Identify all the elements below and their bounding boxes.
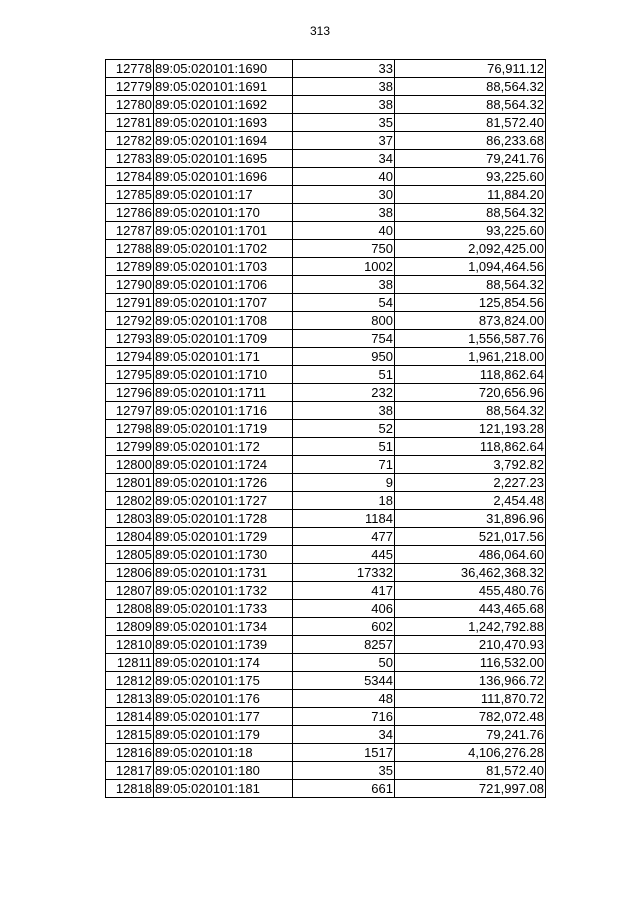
cadastral-value-cell: 121,193.28: [395, 420, 546, 438]
row-number-cell: 12796: [106, 384, 154, 402]
table-row: [106, 384, 546, 402]
area-cell: 18: [293, 492, 395, 510]
area-cell: 35: [293, 762, 395, 780]
cadastral-number-cell: 89:05:020101:1707: [154, 294, 293, 312]
row-number-cell: 12806: [106, 564, 154, 582]
cadastral-value-cell: 11,884.20: [395, 186, 546, 204]
row-number-cell: 12814: [106, 708, 154, 726]
area-cell: 1517: [293, 744, 395, 762]
area-cell: 54: [293, 294, 395, 312]
cadastral-value-cell: 721,997.08: [395, 780, 546, 798]
cadastral-value-cell: 88,564.32: [395, 204, 546, 222]
table-row: [106, 330, 546, 348]
table-row: [106, 294, 546, 312]
area-cell: 716: [293, 708, 395, 726]
row-number-cell: 12809: [106, 618, 154, 636]
cadastral-number-cell: 89:05:020101:1726: [154, 474, 293, 492]
cadastral-number-cell: 89:05:020101:177: [154, 708, 293, 726]
table-row: [106, 420, 546, 438]
row-number-cell: 12790: [106, 276, 154, 294]
area-cell: 417: [293, 582, 395, 600]
cadastral-value-cell: 93,225.60: [395, 168, 546, 186]
cadastral-number-cell: 89:05:020101:170: [154, 204, 293, 222]
row-number-cell: 12786: [106, 204, 154, 222]
row-number-cell: 12811: [106, 654, 154, 672]
cadastral-value-cell: 720,656.96: [395, 384, 546, 402]
row-number-cell: 12799: [106, 438, 154, 456]
area-cell: 477: [293, 528, 395, 546]
cadastral-value-cell: 873,824.00: [395, 312, 546, 330]
cadastral-number-cell: 89:05:020101:172: [154, 438, 293, 456]
row-number-cell: 12781: [106, 114, 154, 132]
table-row: [106, 240, 546, 258]
cadastral-number-cell: 89:05:020101:1729: [154, 528, 293, 546]
area-cell: 71: [293, 456, 395, 474]
table-row: [106, 672, 546, 690]
row-number-cell: 12789: [106, 258, 154, 276]
area-cell: 5344: [293, 672, 395, 690]
cadastral-number-cell: 89:05:020101:180: [154, 762, 293, 780]
cadastral-value-cell: 1,961,218.00: [395, 348, 546, 366]
row-number-cell: 12782: [106, 132, 154, 150]
cadastral-number-cell: 89:05:020101:1701: [154, 222, 293, 240]
area-cell: 750: [293, 240, 395, 258]
table-row: [106, 312, 546, 330]
area-cell: 33: [293, 60, 395, 78]
table-row: [106, 492, 546, 510]
row-number-cell: 12784: [106, 168, 154, 186]
cadastral-value-cell: 118,862.64: [395, 438, 546, 456]
cadastral-number-cell: 89:05:020101:1727: [154, 492, 293, 510]
area-cell: 37: [293, 132, 395, 150]
cadastral-number-cell: 89:05:020101:179: [154, 726, 293, 744]
row-number-cell: 12805: [106, 546, 154, 564]
area-cell: 51: [293, 366, 395, 384]
row-number-cell: 12792: [106, 312, 154, 330]
table-row: [106, 708, 546, 726]
cadastral-value-cell: 1,094,464.56: [395, 258, 546, 276]
area-cell: 51: [293, 438, 395, 456]
table-row: [106, 402, 546, 420]
area-cell: 35: [293, 114, 395, 132]
area-cell: 48: [293, 690, 395, 708]
row-number-cell: 12780: [106, 96, 154, 114]
row-number-cell: 12808: [106, 600, 154, 618]
table-row: [106, 168, 546, 186]
cadastral-number-cell: 89:05:020101:1691: [154, 78, 293, 96]
row-number-cell: 12817: [106, 762, 154, 780]
area-cell: 38: [293, 78, 395, 96]
area-cell: 232: [293, 384, 395, 402]
table-row: [106, 510, 546, 528]
cadastral-number-cell: 89:05:020101:1711: [154, 384, 293, 402]
row-number-cell: 12779: [106, 78, 154, 96]
cadastral-value-cell: 88,564.32: [395, 96, 546, 114]
area-cell: 34: [293, 150, 395, 168]
row-number-cell: 12787: [106, 222, 154, 240]
cadastral-number-cell: 89:05:020101:1734: [154, 618, 293, 636]
cadastral-number-cell: 89:05:020101:1733: [154, 600, 293, 618]
cadastral-number-cell: 89:05:020101:1693: [154, 114, 293, 132]
row-number-cell: 12802: [106, 492, 154, 510]
cadastral-value-cell: 136,966.72: [395, 672, 546, 690]
area-cell: 661: [293, 780, 395, 798]
area-cell: 38: [293, 402, 395, 420]
cadastral-number-cell: 89:05:020101:1692: [154, 96, 293, 114]
row-number-cell: 12807: [106, 582, 154, 600]
table-row: [106, 60, 546, 78]
area-cell: 406: [293, 600, 395, 618]
row-number-cell: 12815: [106, 726, 154, 744]
cadastral-value-cell: 125,854.56: [395, 294, 546, 312]
cadastral-number-cell: 89:05:020101:1716: [154, 402, 293, 420]
area-cell: 30: [293, 186, 395, 204]
row-number-cell: 12816: [106, 744, 154, 762]
row-number-cell: 12795: [106, 366, 154, 384]
table-row: [106, 726, 546, 744]
cadastral-number-cell: 89:05:020101:1732: [154, 582, 293, 600]
cadastral-number-cell: 89:05:020101:1694: [154, 132, 293, 150]
table-row: [106, 96, 546, 114]
area-cell: 754: [293, 330, 395, 348]
area-cell: 38: [293, 204, 395, 222]
cadastral-number-cell: 89:05:020101:174: [154, 654, 293, 672]
cadastral-value-cell: 88,564.32: [395, 402, 546, 420]
cadastral-value-cell: 4,106,276.28: [395, 744, 546, 762]
area-cell: 9: [293, 474, 395, 492]
cadastral-number-cell: 89:05:020101:176: [154, 690, 293, 708]
cadastral-number-cell: 89:05:020101:18: [154, 744, 293, 762]
area-cell: 8257: [293, 636, 395, 654]
area-cell: 445: [293, 546, 395, 564]
table-row: [106, 114, 546, 132]
area-cell: 950: [293, 348, 395, 366]
table-row: [106, 186, 546, 204]
table-row: [106, 654, 546, 672]
cadastral-value-cell: 2,227.23: [395, 474, 546, 492]
table-row: [106, 438, 546, 456]
area-cell: 17332: [293, 564, 395, 582]
row-number-cell: 12800: [106, 456, 154, 474]
cadastral-value-cell: 76,911.12: [395, 60, 546, 78]
cadastral-number-cell: 89:05:020101:1696: [154, 168, 293, 186]
table-row: [106, 78, 546, 96]
row-number-cell: 12794: [106, 348, 154, 366]
table-row: [106, 276, 546, 294]
cadastral-value-cell: 1,242,792.88: [395, 618, 546, 636]
cadastral-value-cell: 86,233.68: [395, 132, 546, 150]
area-cell: 50: [293, 654, 395, 672]
cadastral-value-cell: 2,092,425.00: [395, 240, 546, 258]
table-row: [106, 762, 546, 780]
cadastral-number-cell: 89:05:020101:1695: [154, 150, 293, 168]
cadastral-value-cell: 36,462,368.32: [395, 564, 546, 582]
cadastral-value-cell: 118,862.64: [395, 366, 546, 384]
row-number-cell: 12813: [106, 690, 154, 708]
cadastral-number-cell: 89:05:020101:1731: [154, 564, 293, 582]
table-row: [106, 690, 546, 708]
cadastral-value-cell: 79,241.76: [395, 726, 546, 744]
table-row: [106, 744, 546, 762]
table-row: [106, 204, 546, 222]
area-cell: 1184: [293, 510, 395, 528]
row-number-cell: 12798: [106, 420, 154, 438]
table-row: [106, 618, 546, 636]
cadastral-value-cell: 210,470.93: [395, 636, 546, 654]
row-number-cell: 12788: [106, 240, 154, 258]
table-row: [106, 582, 546, 600]
cadastral-value-cell: 93,225.60: [395, 222, 546, 240]
table-row: [106, 258, 546, 276]
area-cell: 38: [293, 96, 395, 114]
table-row: [106, 564, 546, 582]
area-cell: 602: [293, 618, 395, 636]
cadastral-value-cell: 486,064.60: [395, 546, 546, 564]
cadastral-number-cell: 89:05:020101:181: [154, 780, 293, 798]
cadastral-number-cell: 89:05:020101:171: [154, 348, 293, 366]
cadastral-number-cell: 89:05:020101:1702: [154, 240, 293, 258]
area-cell: 800: [293, 312, 395, 330]
row-number-cell: 12793: [106, 330, 154, 348]
row-number-cell: 12810: [106, 636, 154, 654]
cadastral-value-cell: 81,572.40: [395, 114, 546, 132]
cadastral-value-cell: 782,072.48: [395, 708, 546, 726]
row-number-cell: 12783: [106, 150, 154, 168]
cadastral-number-cell: 89:05:020101:1710: [154, 366, 293, 384]
area-cell: 40: [293, 168, 395, 186]
cadastral-number-cell: 89:05:020101:175: [154, 672, 293, 690]
cadastral-value-cell: 455,480.76: [395, 582, 546, 600]
table-row: [106, 222, 546, 240]
row-number-cell: 12797: [106, 402, 154, 420]
table-row: [106, 780, 546, 798]
area-cell: 38: [293, 276, 395, 294]
row-number-cell: 12804: [106, 528, 154, 546]
area-cell: 52: [293, 420, 395, 438]
cadastral-value-cell: 31,896.96: [395, 510, 546, 528]
cadastral-value-cell: 443,465.68: [395, 600, 546, 618]
table-row: [106, 366, 546, 384]
cadastral-number-cell: 89:05:020101:1703: [154, 258, 293, 276]
cadastral-number-cell: 89:05:020101:17: [154, 186, 293, 204]
table-body: [106, 60, 546, 798]
cadastral-value-cell: 2,454.48: [395, 492, 546, 510]
cadastral-value-cell: 116,532.00: [395, 654, 546, 672]
cadastral-value-cell: 88,564.32: [395, 276, 546, 294]
table-row: [106, 456, 546, 474]
table-row: [106, 132, 546, 150]
cadastral-number-cell: 89:05:020101:1706: [154, 276, 293, 294]
cadastral-value-cell: 79,241.76: [395, 150, 546, 168]
row-number-cell: 12778: [106, 60, 154, 78]
table-row: [106, 546, 546, 564]
row-number-cell: 12818: [106, 780, 154, 798]
cadastral-value-cell: 1,556,587.76: [395, 330, 546, 348]
cadastral-number-cell: 89:05:020101:1708: [154, 312, 293, 330]
table-row: [106, 150, 546, 168]
row-number-cell: 12803: [106, 510, 154, 528]
row-number-cell: 12801: [106, 474, 154, 492]
cadastral-number-cell: 89:05:020101:1709: [154, 330, 293, 348]
cadastral-number-cell: 89:05:020101:1719: [154, 420, 293, 438]
cadastral-value-cell: 81,572.40: [395, 762, 546, 780]
table-row: [106, 636, 546, 654]
cadastral-number-cell: 89:05:020101:1730: [154, 546, 293, 564]
cadastral-value-cell: 111,870.72: [395, 690, 546, 708]
area-cell: 1002: [293, 258, 395, 276]
row-number-cell: 12791: [106, 294, 154, 312]
row-number-cell: 12785: [106, 186, 154, 204]
cadastral-number-cell: 89:05:020101:1739: [154, 636, 293, 654]
cadastral-number-cell: 89:05:020101:1690: [154, 60, 293, 78]
cadastral-number-cell: 89:05:020101:1724: [154, 456, 293, 474]
page-number: 313: [309, 24, 331, 38]
table-row: [106, 528, 546, 546]
cadastral-value-cell: 88,564.32: [395, 78, 546, 96]
cadastral-value-table: [105, 59, 546, 798]
cadastral-number-cell: 89:05:020101:1728: [154, 510, 293, 528]
area-cell: 40: [293, 222, 395, 240]
cadastral-value-cell: 3,792.82: [395, 456, 546, 474]
area-cell: 34: [293, 726, 395, 744]
table-row: [106, 348, 546, 366]
table-row: [106, 474, 546, 492]
table-row: [106, 600, 546, 618]
cadastral-value-cell: 521,017.56: [395, 528, 546, 546]
row-number-cell: 12812: [106, 672, 154, 690]
